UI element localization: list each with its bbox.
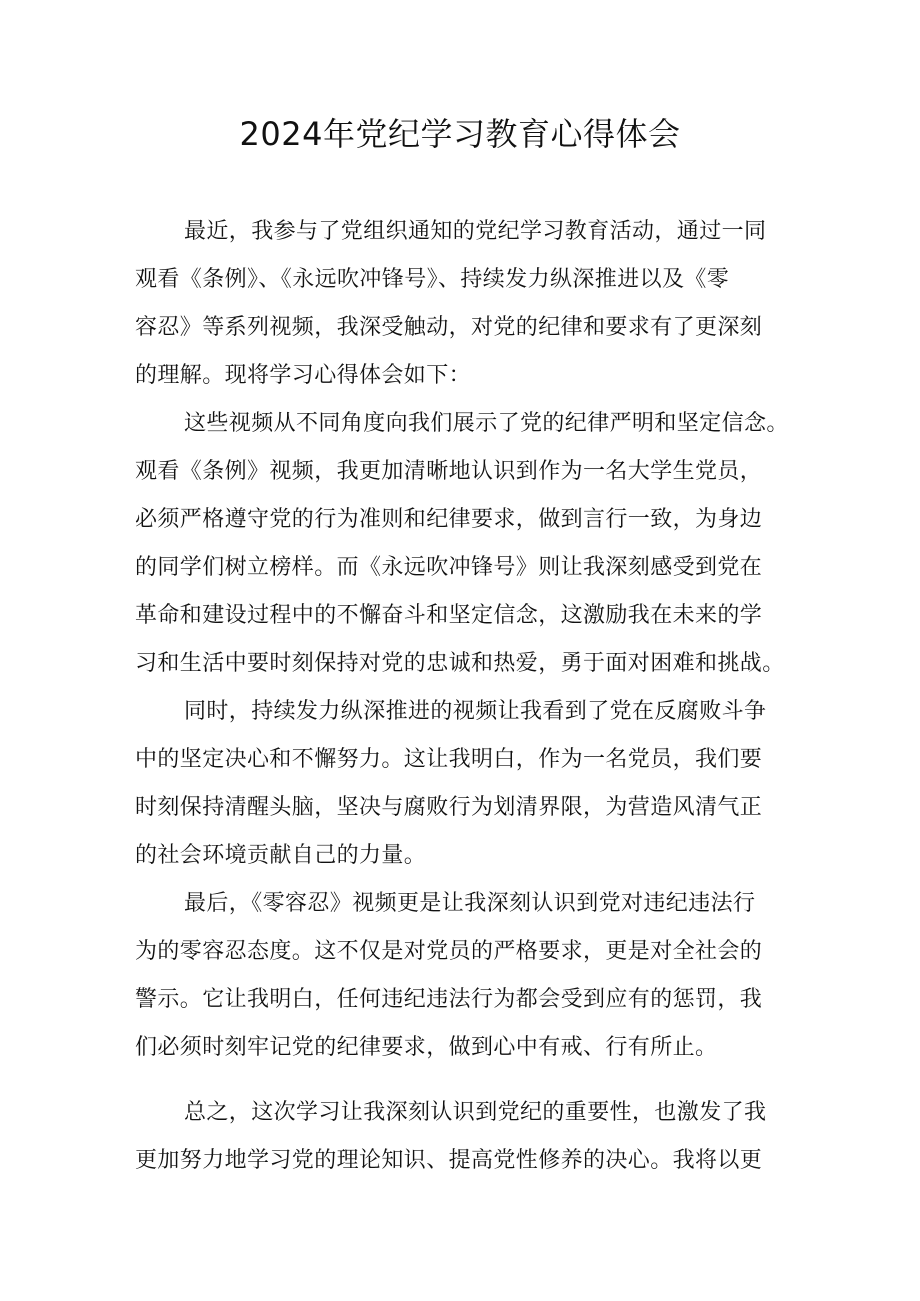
- text-line: 更加努力地学习党的理论知识、提高党性修养的决心。我将以更: [135, 1148, 763, 1173]
- text-line: 总之，这次学习让我深刻认识到党纪的重要性，也激发了我: [184, 1100, 767, 1125]
- text-line: 的理解。现将学习心得体会如下：: [135, 363, 472, 388]
- text-line: 习和生活中要时刻保持对党的忠诚和热爱，勇于面对困难和挑战。: [135, 651, 785, 676]
- text-line: 观看《条例》视频，我更加清晰地认识到作为一名大学生党员，: [135, 459, 763, 484]
- text-line: 必须严格遵守党的行为准则和纪律要求，做到言行一致，为身边: [135, 507, 763, 532]
- text-line: 这些视频从不同角度向我们展示了党的纪律严明和坚定信念。: [184, 411, 789, 436]
- paragraph-3: [135, 688, 800, 880]
- text-line: 中的坚定决心和不懈努力。这让我明白，作为一名党员，我们要: [135, 747, 763, 772]
- text-line: 最近，我参与了党组织通知的党纪学习教育活动，通过一同: [184, 219, 767, 244]
- paragraph-2: [135, 400, 800, 688]
- text-line: 为的零容忍态度。这不仅是对党员的严格要求，更是对全社会的: [135, 939, 763, 964]
- text-line: 们必须时刻牢记党的纪律要求，做到心中有戒、行有所止。: [135, 1035, 718, 1060]
- paragraph-4: [135, 880, 800, 1072]
- document-body: [135, 208, 800, 1185]
- text-line: 观看《条例》、《永远吹冲锋号》、持续发力纵深推进以及《零: [135, 267, 730, 292]
- text-line: 的社会环境贡献自己的力量。: [135, 843, 427, 868]
- document-title: 2024年党纪学习教育心得体会: [239, 115, 681, 153]
- text-line: 同时，持续发力纵深推进的视频让我看到了党在反腐败斗争: [184, 699, 767, 724]
- text-line: 革命和建设过程中的不懈奋斗和坚定信念，这激励我在未来的学: [135, 603, 763, 628]
- paragraph-5: [135, 1089, 800, 1185]
- text-line: 时刻保持清醒头脑，坚决与腐败行为划清界限，为营造风清气正: [135, 795, 763, 820]
- paragraph-spacer: [135, 1072, 800, 1089]
- text-line: 的同学们树立榜样。而《永远吹冲锋号》则让我深刻感受到党在: [135, 555, 763, 580]
- paragraph-1: [135, 208, 800, 400]
- text-line: 警示。它让我明白，任何违纪违法行为都会受到应有的惩罚，我: [135, 987, 763, 1012]
- text-line: 容忍》等系列视频，我深受触动，对党的纪律和要求有了更深刻: [135, 315, 763, 340]
- text-line: 最后，《零容忍》视频更是让我深刻认识到党对违纪违法行: [184, 891, 756, 916]
